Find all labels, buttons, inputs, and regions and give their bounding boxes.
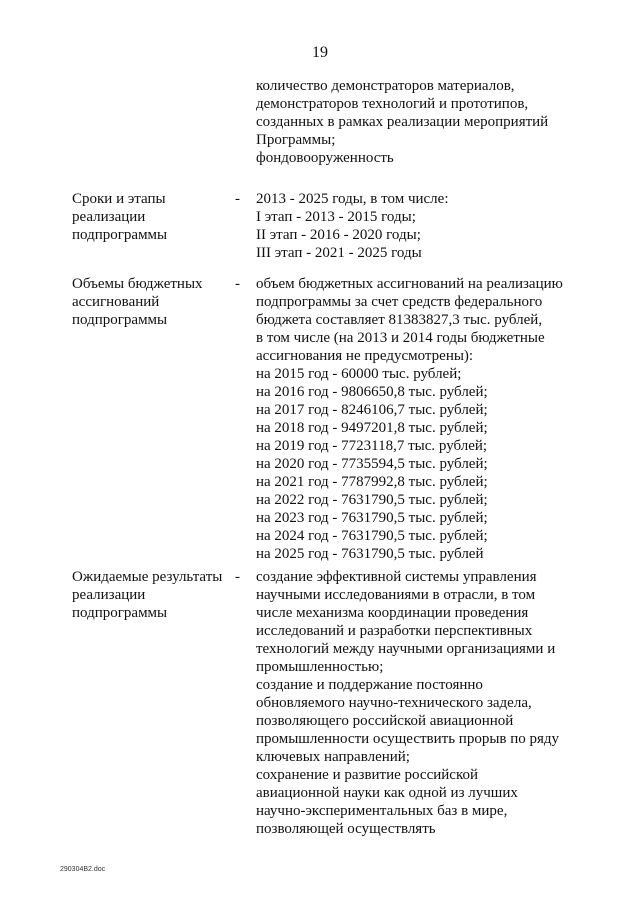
budget-text (256, 275, 574, 563)
text-line: ключевых направлений; (256, 749, 410, 765)
label-line: Ожидаемые результаты (72, 569, 223, 585)
text-line: числе механизма координации проведения (256, 605, 529, 621)
text-line: промышленности осуществить прорыв по ряду (256, 731, 560, 747)
text-line: III этап - 2021 - 2025 годы (256, 245, 422, 261)
text-line: бюджета составляет 81383827,3 тыс. рублей, (256, 312, 543, 328)
text-line: созданных в рамках реализации мероприятий (256, 114, 549, 130)
document-file-code: 290304B2.doc (60, 866, 106, 873)
text-line: обновляемого научно-технического задела, (256, 695, 532, 711)
text-line: I этап - 2013 - 2015 годы; (256, 209, 416, 225)
text-line: на 2020 год - 7735594,5 тыс. рублей; (256, 456, 488, 472)
budget-label (72, 275, 222, 329)
text-line: создание и поддержание постоянно (256, 677, 483, 693)
text-line: позволяющей осуществлять (256, 821, 436, 837)
text-line: на 2015 год - 60000 тыс. рублей; (256, 366, 462, 382)
text-line: подпрограммы за счет средств федерального (256, 294, 543, 310)
terms-label (72, 190, 222, 244)
text-line: II этап - 2016 - 2020 годы; (256, 227, 421, 243)
text-line: промышленностью; (256, 659, 384, 675)
results-text (256, 568, 574, 838)
text-line: демонстраторов технологий и прототипов, (256, 96, 529, 112)
terms-text (256, 190, 574, 262)
text-line: фондовооруженность (256, 150, 394, 166)
label-line: подпрограммы (72, 227, 168, 243)
text-line: количество демонстраторов материалов, (256, 78, 515, 94)
text-line: в том числе (на 2013 и 2014 годы бюджетные (256, 330, 545, 346)
label-line: Сроки и этапы (72, 191, 166, 207)
text-line: сохранение и развитие российской (256, 767, 479, 783)
text-line: научными исследованиями в отрасли, в том (256, 587, 536, 603)
terms-dash: - (235, 191, 240, 207)
text-line: на 2016 год - 9806650,8 тыс. рублей; (256, 384, 488, 400)
text-line: на 2022 год - 7631790,5 тыс. рублей; (256, 492, 488, 508)
label-line: ассигнований (72, 294, 160, 310)
text-line: ассигнования не предусмотрены): (256, 348, 474, 364)
page-number: 19 (312, 44, 328, 61)
text-line: научно-экспериментальных баз в мире, (256, 803, 508, 819)
text-line: исследований и разработки перспективных (256, 623, 533, 639)
label-line: Объемы бюджетных (72, 276, 203, 292)
results-dash: - (235, 569, 240, 585)
text-line: на 2023 год - 7631790,5 тыс. рублей; (256, 510, 488, 526)
text-line: создание эффективной системы управления (256, 569, 537, 585)
text-line: авиационной науки как одной из лучших (256, 785, 518, 801)
label-line: подпрограммы (72, 605, 168, 621)
text-line: 2013 - 2025 годы, в том числе: (256, 191, 449, 207)
text-line: на 2021 год - 7787992,8 тыс. рублей; (256, 474, 488, 490)
text-line: объем бюджетных ассигнований на реализацию (256, 276, 563, 292)
text-line: технологий между научными организациями и (256, 641, 556, 657)
label-line: реализации (72, 587, 146, 603)
text-line: на 2024 год - 7631790,5 тыс. рублей; (256, 528, 488, 544)
label-line: реализации (72, 209, 146, 225)
text-line: на 2018 год - 9497201,8 тыс. рублей; (256, 420, 488, 436)
intro-text (256, 77, 574, 167)
text-line: на 2019 год - 7723118,7 тыс. рублей; (256, 438, 488, 454)
text-line: на 2025 год - 7631790,5 тыс. рублей (256, 546, 484, 562)
text-line: на 2017 год - 8246106,7 тыс. рублей; (256, 402, 488, 418)
label-line: подпрограммы (72, 312, 168, 328)
text-line: Программы; (256, 132, 336, 148)
budget-dash: - (235, 276, 240, 292)
text-line: позволяющего российской авиационной (256, 713, 514, 729)
results-label (72, 568, 222, 622)
